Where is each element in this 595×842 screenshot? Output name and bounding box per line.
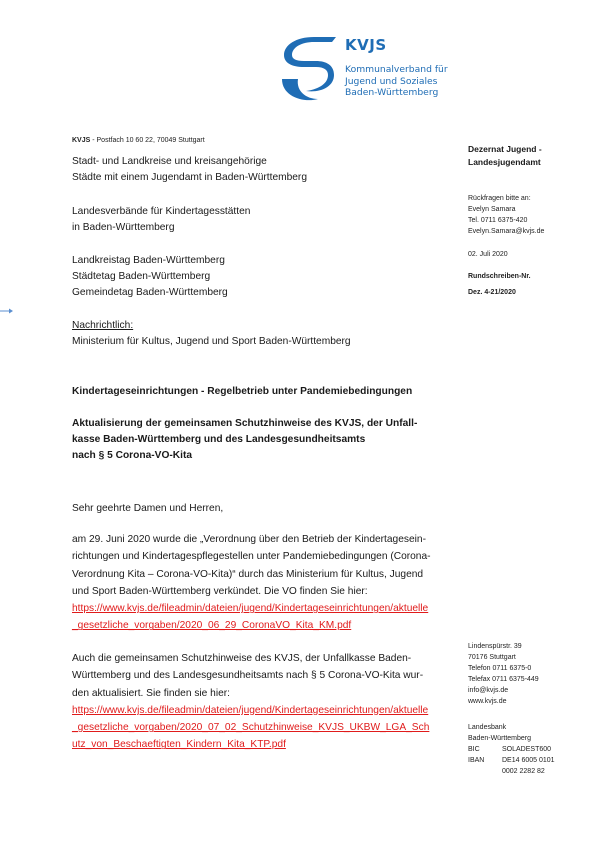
address-fax: Telefax 0711 6375-449 — [468, 676, 539, 683]
sender-line — [72, 137, 205, 144]
logo-subtitle — [345, 64, 448, 99]
bank-block — [468, 722, 555, 777]
kvjs-address-block — [468, 641, 539, 707]
link-schutzhinweise-cont[interactable]: _gesetzliche_vorgaben/2020_07_02_Schutzhinweise_KVJS_UKBW_LGA_Sch — [72, 722, 430, 734]
recipient-line: Städte mit einem Jugendamt in Baden-Württemberg — [72, 172, 307, 184]
paragraph-line: und Sport Baden-Württemberg verkündet. Die VO finden Sie hier: — [72, 585, 368, 597]
iban-spacer — [468, 766, 502, 777]
paragraph-line: Verordnung Kita – Corona-VO-Kita)“ durch das Ministerium für Kultus, Jugend — [72, 568, 424, 580]
recipient-line: Städtetag Baden-Württemberg — [72, 271, 211, 283]
logo-subtitle-line: Jugend und Soziales — [345, 75, 438, 87]
rundschreiben-number: Dez. 4-21/2020 — [468, 289, 516, 296]
bic-row — [468, 744, 555, 755]
link-corona-vo-kita[interactable]: https://www.kvjs.de/fileadmin/dateien/jugend/Kindertageseinrichtungen/aktuelle — [72, 603, 429, 615]
recipient-block-2 — [72, 204, 462, 236]
cc-block — [72, 318, 462, 350]
arrow-right-icon — [0, 308, 14, 314]
address-city: 70176 Stuttgart — [468, 654, 516, 661]
kvjs-logo-icon — [276, 33, 340, 105]
recipient-line: Landesverbände für Kindertagesstätten — [72, 206, 251, 217]
logo-name: KVJS — [345, 36, 387, 54]
paragraph-line: Württemberg und des Landesgesundheitsamts nach § 5 Corona-VO-Kita wur- — [72, 670, 424, 682]
cc-recipient: Ministerium für Kultus, Jugend und Sport Baden-Württemberg — [72, 336, 351, 348]
dezernat-line: Landesjugendamt — [468, 156, 541, 167]
recipient-block-3 — [72, 253, 462, 302]
iban-row-2 — [468, 766, 555, 777]
logo-text — [345, 36, 448, 99]
subject-line-2 — [72, 416, 472, 465]
paragraph-1 — [72, 531, 460, 635]
recipient-line: Stadt- und Landkreise und kreisangehörige — [72, 156, 267, 167]
iban-label: IBAN — [468, 757, 485, 764]
recipient-line: in Baden-Württemberg — [72, 222, 175, 234]
iban-value: DE14 6005 0101 — [502, 757, 555, 764]
recipient-line: Landkreistag Baden-Württemberg — [72, 255, 225, 266]
link-corona-vo-kita-cont[interactable]: _gesetzliche_vorgaben/2020_06_29_CoronaVO_Kita_KM.pdf — [72, 620, 352, 632]
paragraph-line: am 29. Juni 2020 wurde die „Verordnung über den Betrieb der Kindertagesein- — [72, 534, 426, 545]
dezernat-title — [468, 143, 542, 168]
contact-phone: Tel. 0711 6375-420 — [468, 217, 528, 224]
subject-line: Aktualisierung der gemeinsamen Schutzhinweise des KVJS, der Unfall- — [72, 418, 418, 429]
address-phone: Telefon 0711 6375-0 — [468, 665, 532, 672]
logo-subtitle-line: Baden-Württemberg — [345, 87, 439, 98]
recipient-line: Gemeindetag Baden-Württemberg — [72, 287, 228, 299]
bic-value: SOLADEST600 — [502, 746, 552, 753]
contact-name: Evelyn Samara — [468, 206, 516, 213]
paragraph-line: den aktualisiert. Sie finden sie hier: — [72, 687, 230, 699]
paragraph-2 — [72, 650, 460, 754]
subject-line: nach § 5 Corona-VO-Kita — [72, 450, 193, 462]
paragraph-line: richtungen und Kindertagespflegestellen unter Pandemiebedingungen (Corona- — [72, 551, 431, 563]
subject-line: kasse Baden-Württemberg und des Landesgesundheitsamts — [72, 434, 366, 446]
letter-date: 02. Juli 2020 — [468, 251, 508, 258]
recipient-block-1 — [72, 154, 462, 186]
address-website[interactable]: www.kvjs.de — [468, 698, 507, 705]
logo-subtitle-line: Kommunalverband für — [345, 64, 448, 75]
rundschreiben-label: Rundschreiben-Nr. — [468, 273, 531, 280]
link-schutzhinweise-cont2[interactable]: utz_von_Beschaeftigten_Kindern_Kita_KTP.pdf — [72, 739, 286, 751]
contact-email[interactable]: Evelyn.Samara@kvjs.de — [468, 228, 545, 235]
dezernat-line: Dezernat Jugend - — [468, 144, 542, 154]
contact-block — [468, 193, 544, 237]
subject-line-1: Kindertageseinrichtungen - Regelbetrieb unter Pandemiebedingungen — [72, 386, 413, 397]
bank-name: Landesbank — [468, 724, 507, 731]
paragraph-line: Auch die gemeinsamen Schutzhinweise des KVJS, der Unfallkasse Baden- — [72, 653, 412, 664]
iban-row — [468, 755, 555, 766]
salutation: Sehr geehrte Damen und Herren, — [72, 503, 224, 514]
contact-label: Rückfragen bitte an: — [468, 195, 531, 202]
sender-org: KVJS — [72, 137, 91, 144]
link-schutzhinweise[interactable]: https://www.kvjs.de/fileadmin/dateien/jugend/Kindertageseinrichtungen/aktuelle — [72, 704, 429, 716]
bic-label: BIC — [468, 746, 480, 753]
sender-address: - Postfach 10 60 22, 70049 Stuttgart — [90, 137, 205, 144]
iban-value: 0002 2282 82 — [502, 768, 545, 775]
cc-label: Nachrichtlich: — [72, 320, 134, 331]
address-street: Lindenspürstr. 39 — [468, 643, 522, 650]
bank-name: Baden-Württemberg — [468, 735, 532, 742]
address-email[interactable]: info@kvjs.de — [468, 687, 509, 694]
